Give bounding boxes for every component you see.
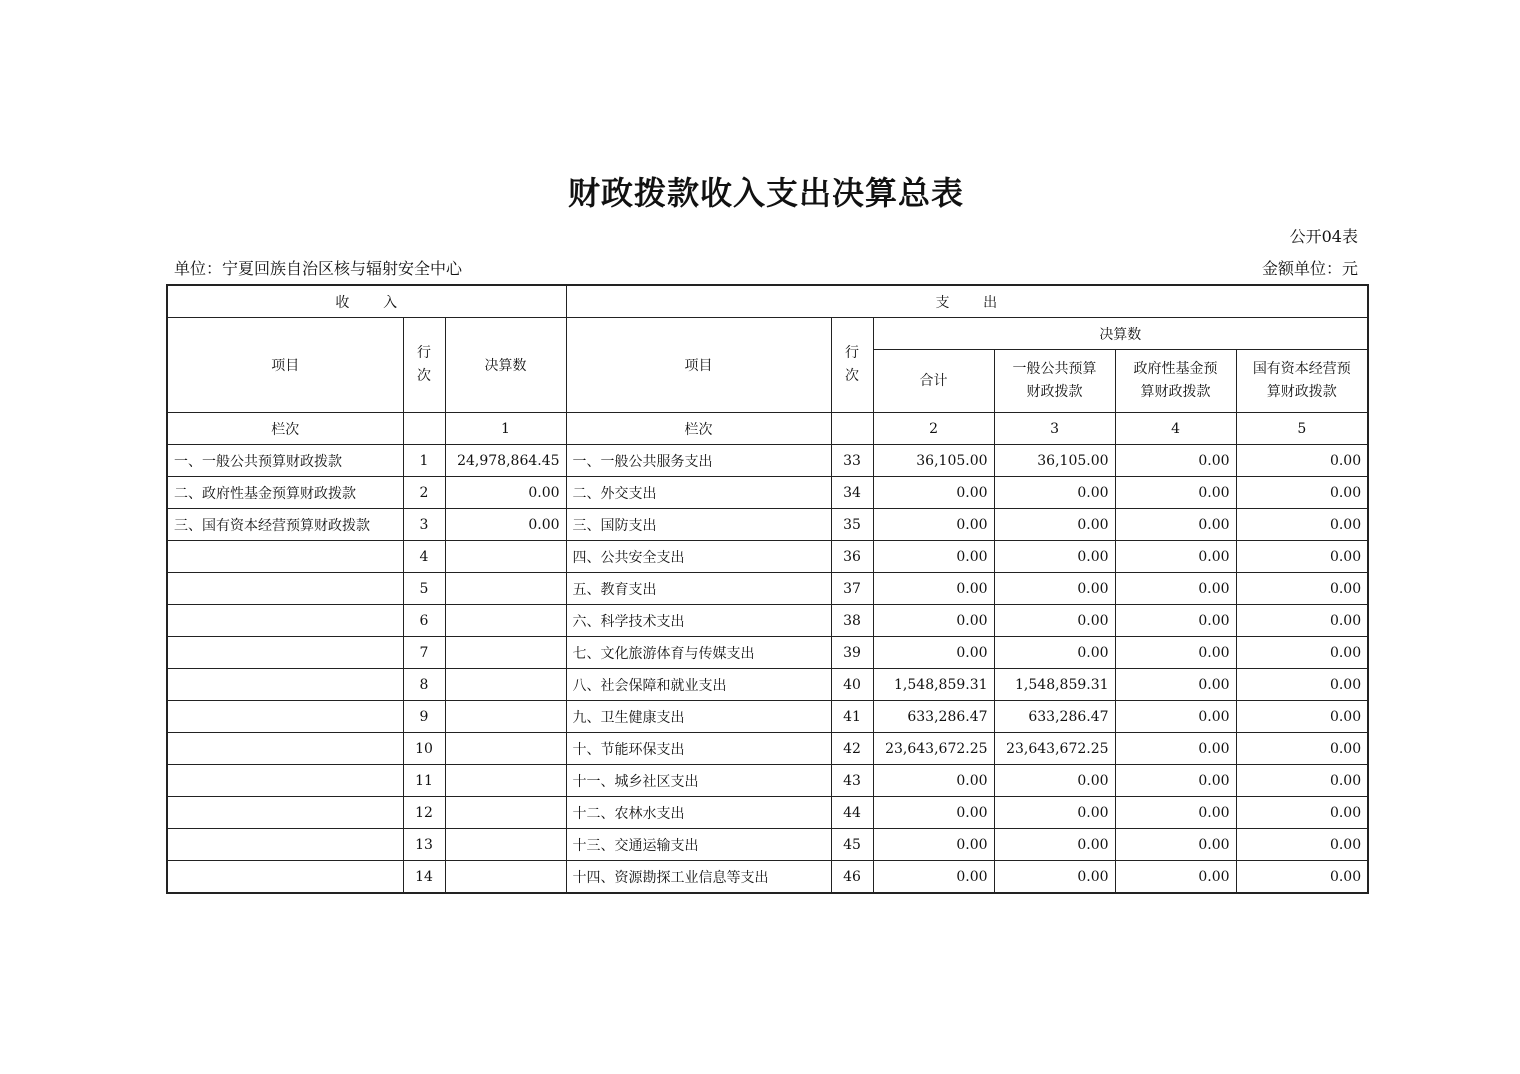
income-row-no: 14 [403, 861, 445, 894]
col-3: 3 [994, 413, 1115, 445]
table-row [167, 637, 1368, 669]
general-header: 一般公共预算 财政拨款 [994, 350, 1115, 413]
state-amount: 0.00 [1236, 445, 1368, 477]
expense-item: 十一、城乡社区支出 [566, 765, 831, 797]
fund-amount: 0.00 [1115, 701, 1236, 733]
table-row [167, 765, 1368, 797]
expense-row-no: 45 [831, 829, 873, 861]
income-item [167, 861, 403, 894]
income-amount [445, 669, 566, 701]
general-amount: 0.00 [994, 573, 1115, 605]
col-4: 4 [1115, 413, 1236, 445]
income-item [167, 605, 403, 637]
fund-amount: 0.00 [1115, 637, 1236, 669]
income-item [167, 797, 403, 829]
income-row-no: 1 [403, 445, 445, 477]
page-title: 财政拨款收入支出决算总表 [567, 174, 964, 212]
income-amount [445, 797, 566, 829]
income-amount [445, 541, 566, 573]
general-amount: 0.00 [994, 477, 1115, 509]
fund-amount: 0.00 [1115, 541, 1236, 573]
general-amount: 0.00 [994, 861, 1115, 894]
col-2: 2 [873, 413, 994, 445]
general-amount: 0.00 [994, 605, 1115, 637]
total-amount: 1,548,859.31 [873, 669, 994, 701]
total-amount: 0.00 [873, 573, 994, 605]
income-amount [445, 701, 566, 733]
fund-amount: 0.00 [1115, 861, 1236, 894]
total-amount: 0.00 [873, 637, 994, 669]
col-label-income: 栏次 [167, 413, 403, 445]
table-row [167, 509, 1368, 541]
general-amount: 23,643,672.25 [994, 733, 1115, 765]
total-amount: 36,105.00 [873, 445, 994, 477]
expense-item: 七、文化旅游体育与传媒支出 [566, 637, 831, 669]
col-5: 5 [1236, 413, 1368, 445]
income-row-no: 4 [403, 541, 445, 573]
amount-unit: 金额单位：元 [1261, 259, 1358, 278]
total-amount: 0.00 [873, 605, 994, 637]
expense-row-no: 42 [831, 733, 873, 765]
income-item [167, 637, 403, 669]
income-item: 一、一般公共预算财政拨款 [167, 445, 403, 477]
total-amount: 0.00 [873, 829, 994, 861]
income-row-no: 8 [403, 669, 445, 701]
income-amount [445, 829, 566, 861]
expense-item: 一、一般公共服务支出 [566, 445, 831, 477]
expense-row-no: 37 [831, 573, 873, 605]
income-amount [445, 573, 566, 605]
table-row [167, 541, 1368, 573]
table-row [167, 605, 1368, 637]
expense-item: 五、教育支出 [566, 573, 831, 605]
expense-row-no: 46 [831, 861, 873, 894]
general-amount: 0.00 [994, 829, 1115, 861]
state-amount: 0.00 [1236, 797, 1368, 829]
income-amount: 24,978,864.45 [445, 445, 566, 477]
total-amount: 0.00 [873, 765, 994, 797]
income-item: 三、国有资本经营预算财政拨款 [167, 509, 403, 541]
table-row [167, 445, 1368, 477]
income-row-no: 2 [403, 477, 445, 509]
table-row [167, 829, 1368, 861]
expense-item: 四、公共安全支出 [566, 541, 831, 573]
state-amount: 0.00 [1236, 669, 1368, 701]
income-row-no: 13 [403, 829, 445, 861]
expense-item: 六、科学技术支出 [566, 605, 831, 637]
state-amount: 0.00 [1236, 477, 1368, 509]
fund-amount: 0.00 [1115, 765, 1236, 797]
income-header: 收 入 [167, 285, 566, 318]
state-header: 国有资本经营预 算财政拨款 [1236, 350, 1368, 413]
expense-header: 支 出 [566, 285, 1368, 318]
income-row-no: 3 [403, 509, 445, 541]
expense-row-no: 35 [831, 509, 873, 541]
income-amount: 0.00 [445, 509, 566, 541]
fund-amount: 0.00 [1115, 669, 1236, 701]
general-amount: 633,286.47 [994, 701, 1115, 733]
fund-amount: 0.00 [1115, 573, 1236, 605]
unit-name: 单位：宁夏回族自治区核与辐射安全中心 [174, 259, 463, 278]
fund-header: 政府性基金预 算财政拨款 [1115, 350, 1236, 413]
table-row [167, 861, 1368, 894]
general-amount: 36,105.00 [994, 445, 1115, 477]
state-amount: 0.00 [1236, 765, 1368, 797]
expense-item: 十三、交通运输支出 [566, 829, 831, 861]
income-row-no: 10 [403, 733, 445, 765]
col-blank [831, 413, 873, 445]
income-item: 二、政府性基金预算财政拨款 [167, 477, 403, 509]
total-amount: 0.00 [873, 861, 994, 894]
expense-item: 十二、农林水支出 [566, 797, 831, 829]
expense-row-no: 43 [831, 765, 873, 797]
total-amount: 633,286.47 [873, 701, 994, 733]
general-amount: 1,548,859.31 [994, 669, 1115, 701]
expense-item: 三、国防支出 [566, 509, 831, 541]
table-row [167, 477, 1368, 509]
expense-row-no: 34 [831, 477, 873, 509]
state-amount: 0.00 [1236, 701, 1368, 733]
expense-row-no: 36 [831, 541, 873, 573]
expense-row-no: 40 [831, 669, 873, 701]
expense-row-no-header: 行 次 [831, 318, 873, 413]
income-item [167, 765, 403, 797]
fund-amount: 0.00 [1115, 445, 1236, 477]
col-label-expense: 栏次 [566, 413, 831, 445]
income-row-no-header: 行 次 [403, 318, 445, 413]
table-row [167, 669, 1368, 701]
income-amount [445, 637, 566, 669]
income-amount [445, 605, 566, 637]
fund-amount: 0.00 [1115, 829, 1236, 861]
fund-amount: 0.00 [1115, 605, 1236, 637]
col-blank [403, 413, 445, 445]
general-amount: 0.00 [994, 797, 1115, 829]
total-amount: 23,643,672.25 [873, 733, 994, 765]
form-number: 公开04表 [1289, 227, 1358, 246]
expense-item: 十四、资源勘探工业信息等支出 [566, 861, 831, 894]
income-item [167, 701, 403, 733]
fund-amount: 0.00 [1115, 509, 1236, 541]
general-amount: 0.00 [994, 541, 1115, 573]
table-row [167, 573, 1368, 605]
fund-amount: 0.00 [1115, 477, 1236, 509]
expense-row-no: 33 [831, 445, 873, 477]
expense-row-no: 44 [831, 797, 873, 829]
table-row [167, 701, 1368, 733]
expense-item: 八、社会保障和就业支出 [566, 669, 831, 701]
total-amount: 0.00 [873, 541, 994, 573]
settle-group-header: 决算数 [873, 318, 1368, 350]
total-amount: 0.00 [873, 797, 994, 829]
income-item [167, 829, 403, 861]
income-row-no: 7 [403, 637, 445, 669]
income-row-no: 6 [403, 605, 445, 637]
income-item [167, 669, 403, 701]
income-item [167, 541, 403, 573]
state-amount: 0.00 [1236, 829, 1368, 861]
expense-row-no: 38 [831, 605, 873, 637]
income-amount: 0.00 [445, 477, 566, 509]
income-row-no: 11 [403, 765, 445, 797]
total-amount: 0.00 [873, 509, 994, 541]
general-amount: 0.00 [994, 509, 1115, 541]
income-amount [445, 765, 566, 797]
income-amount [445, 733, 566, 765]
state-amount: 0.00 [1236, 573, 1368, 605]
state-amount: 0.00 [1236, 541, 1368, 573]
state-amount: 0.00 [1236, 605, 1368, 637]
state-amount: 0.00 [1236, 733, 1368, 765]
total-header: 合计 [873, 350, 994, 413]
expense-item: 二、外交支出 [566, 477, 831, 509]
total-amount: 0.00 [873, 477, 994, 509]
income-row-no: 9 [403, 701, 445, 733]
expense-item-header: 项目 [566, 318, 831, 413]
income-item-header: 项目 [167, 318, 403, 413]
settlement-table [166, 284, 1369, 894]
expense-row-no: 39 [831, 637, 873, 669]
table-row [167, 733, 1368, 765]
income-row-no: 12 [403, 797, 445, 829]
income-item [167, 733, 403, 765]
general-amount: 0.00 [994, 637, 1115, 669]
col-1: 1 [445, 413, 566, 445]
state-amount: 0.00 [1236, 861, 1368, 894]
expense-item: 十、节能环保支出 [566, 733, 831, 765]
fund-amount: 0.00 [1115, 797, 1236, 829]
income-item [167, 573, 403, 605]
expense-row-no: 41 [831, 701, 873, 733]
expense-item: 九、卫生健康支出 [566, 701, 831, 733]
state-amount: 0.00 [1236, 509, 1368, 541]
table-row [167, 797, 1368, 829]
fund-amount: 0.00 [1115, 733, 1236, 765]
income-amount-header: 决算数 [445, 318, 566, 413]
state-amount: 0.00 [1236, 637, 1368, 669]
income-row-no: 5 [403, 573, 445, 605]
income-amount [445, 861, 566, 894]
general-amount: 0.00 [994, 765, 1115, 797]
